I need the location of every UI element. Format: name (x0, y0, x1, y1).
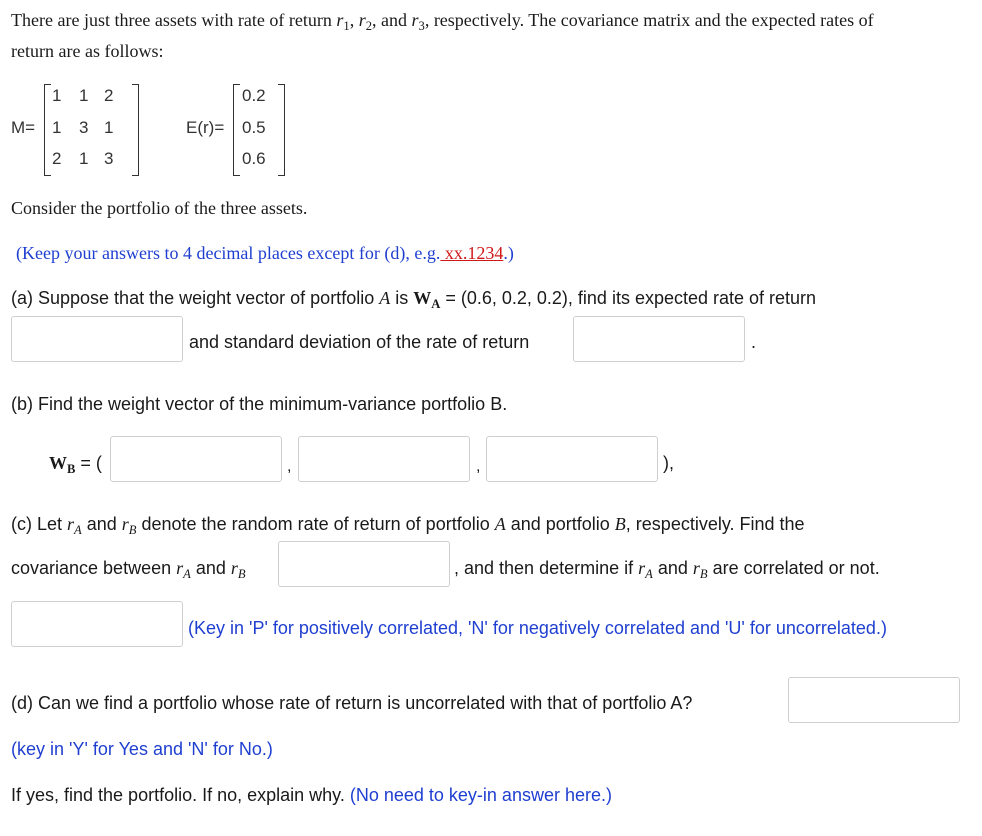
intro-text: , respectively. The covariance matrix and the expected rates of (424, 10, 874, 30)
separator: , and (372, 10, 412, 30)
subscript: B (67, 461, 76, 476)
note-close: .) (503, 243, 514, 263)
vector-cell: 0.5 (242, 118, 266, 137)
weight-symbol: W (413, 288, 432, 308)
wb-input-2[interactable] (298, 436, 470, 482)
part-c-line-2a (11, 558, 246, 582)
consider-text: Consider the portfolio of the three assets. (11, 198, 308, 218)
part-d-text: If yes, find the portfolio. If no, explain why. (11, 785, 350, 805)
r-symbol: r (638, 558, 646, 578)
intro-line-2: return are as follows: (11, 41, 164, 61)
part-c-text: covariance between (11, 558, 177, 578)
portfolio-a-symbol: A (379, 288, 391, 308)
subscript: 1 (343, 18, 350, 33)
correlation-input[interactable] (11, 601, 183, 647)
r-symbol: r (121, 514, 129, 534)
matrix-cell: 1 (52, 86, 62, 105)
close-paren: ), (663, 453, 674, 473)
r-symbol: r (358, 10, 366, 30)
part-c-text: (c) Let (11, 514, 68, 534)
r-symbol: r (230, 558, 238, 578)
part-a-text-2: and standard deviation of the rate of return (189, 332, 530, 352)
part-c-text: , respectively. Find the (625, 514, 805, 534)
period: . (751, 332, 757, 352)
portfolio-b-symbol: B (614, 514, 626, 534)
subscript: A (431, 296, 441, 311)
right-bracket (278, 84, 285, 176)
portfolio-a-symbol: A (494, 514, 506, 534)
correlation-key-note: (Key in 'P' for positively correlated, 'N' for negatively correlated and 'U' for uncorrelated.) (188, 618, 887, 638)
part-a-text: (a) Suppose that the weight vector of portfolio (11, 288, 380, 308)
note-text: (Keep your answers to 4 decimal places except for (d), e.g. (16, 243, 441, 263)
part-b-question: (b) Find the weight vector of the minimum-variance portfolio B. (11, 394, 508, 414)
wb-label (49, 453, 102, 477)
left-bracket (44, 84, 51, 176)
part-c-text: denote the random rate of return of portfolio (136, 514, 495, 534)
part-c-text: and (190, 558, 231, 578)
intro-text: There are just three assets with rate of return (11, 10, 337, 30)
part-a-text: = (0.6, 0.2, 0.2), find its expected rate of return (440, 288, 817, 308)
covariance-input[interactable] (278, 541, 450, 587)
wb-input-3[interactable] (486, 436, 658, 482)
left-bracket (233, 84, 240, 176)
matrix-cell: 1 (79, 149, 89, 168)
matrix-cell: 2 (104, 86, 114, 105)
r-symbol: r (176, 558, 184, 578)
part-c-text: and (81, 514, 122, 534)
subscript: A (183, 566, 191, 581)
yes-no-key-note: (key in 'Y' for Yes and 'N' for No.) (11, 739, 273, 759)
subscript: B (237, 566, 246, 581)
weight-symbol: W (49, 453, 67, 473)
subscript: A (645, 566, 653, 581)
expected-label: E(r)= (186, 118, 225, 137)
r-symbol: r (67, 514, 75, 534)
expected-return-input[interactable] (11, 316, 183, 362)
r-symbol: r (411, 10, 419, 30)
uncorrelated-input[interactable] (788, 677, 960, 723)
part-c-text: and (652, 558, 693, 578)
subscript: B (699, 566, 708, 581)
part-c-line-2b (454, 558, 880, 582)
vector-cell: 0.2 (242, 86, 266, 105)
separator: , (476, 458, 481, 475)
decimal-note (16, 243, 514, 264)
part-a-text: is (390, 288, 414, 308)
separator: , (349, 10, 359, 30)
matrix-cell: 1 (104, 118, 114, 137)
subscript: 3 (418, 18, 425, 33)
matrix-cell: 1 (52, 118, 62, 137)
matrix-cell: 3 (79, 118, 89, 137)
part-c-text: are correlated or not. (707, 558, 880, 578)
r-symbol: r (336, 10, 344, 30)
std-dev-input[interactable] (573, 316, 745, 362)
right-bracket (132, 84, 139, 176)
subscript: 2 (365, 18, 372, 33)
part-c-text: and portfolio (505, 514, 615, 534)
part-d-question: (d) Can we find a portfolio whose rate of return is uncorrelated with that of portfolio A? (11, 693, 693, 713)
vector-cell: 0.6 (242, 149, 266, 168)
matrix-label: M= (11, 118, 36, 137)
subscript: A (74, 522, 82, 537)
r-symbol: r (692, 558, 700, 578)
matrix-cell: 1 (79, 86, 89, 105)
separator: , (287, 458, 292, 475)
equals-paren: = ( (75, 453, 102, 473)
subscript: B (128, 522, 137, 537)
note-example: xx.1234 (440, 243, 504, 263)
intro-line-1 (11, 10, 874, 34)
part-a-question (11, 288, 816, 312)
part-d-followup (11, 785, 612, 806)
part-c-text: , and then determine if (454, 558, 639, 578)
no-need-note: (No need to key-in answer here.) (349, 785, 612, 805)
matrix-cell: 3 (104, 149, 114, 168)
wb-input-1[interactable] (110, 436, 282, 482)
matrix-cell: 2 (52, 149, 62, 168)
part-c-question (11, 514, 805, 538)
